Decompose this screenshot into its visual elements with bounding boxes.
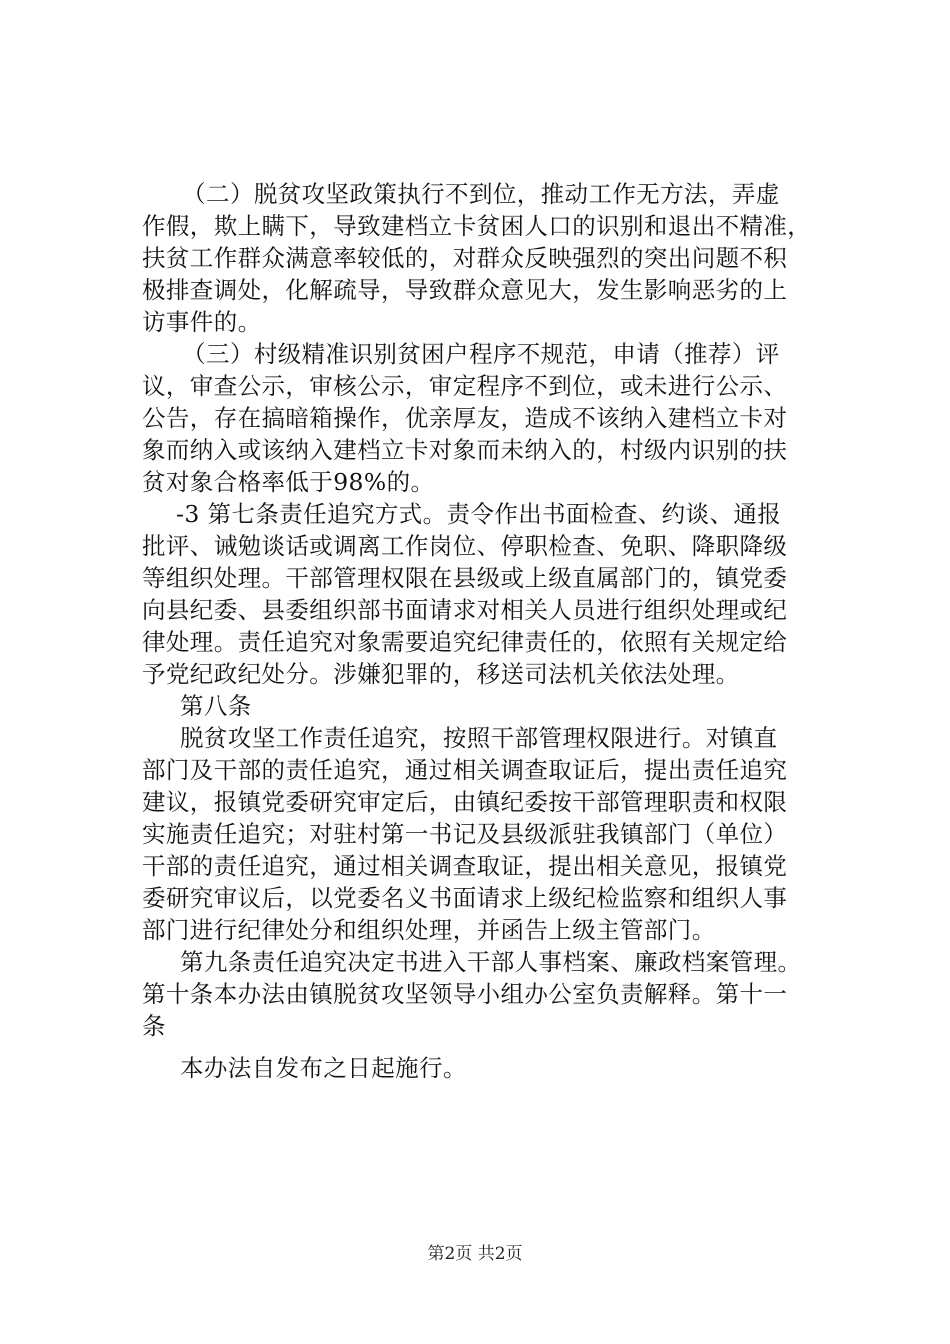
text-line: 建议，报镇党委研究审定后，由镇纪委按干部管理职责和权限 — [142, 788, 788, 816]
text-line: 议，审查公示，审核公示，审定程序不到位，或未进行公示、 — [142, 372, 788, 400]
text-line: 干部的责任追究，通过相关调查取证，提出相关意见，报镇党 — [142, 852, 788, 880]
text-line: 象而纳入或该纳入建档立卡对象而未纳入的，村级内识别的扶 — [142, 436, 788, 464]
text-line: 条 — [142, 1012, 166, 1040]
text-line: 第十条本办法由镇脱贫攻坚领导小组办公室负责解释。第十一 — [142, 980, 788, 1008]
text-line: 部门进行纪律处分和组织处理，并函告上级主管部门。 — [142, 916, 716, 944]
text-line: 公告，存在搞暗箱操作，优亲厚友，造成不该纳入建档立卡对 — [142, 404, 788, 432]
text-line: 律处理。责任追究对象需要追究纪律责任的，依照有关规定给 — [142, 628, 788, 656]
text-line: 等组织处理。干部管理权限在县级或上级直属部门的，镇党委 — [142, 564, 788, 592]
text-line: 脱贫攻坚工作责任追究，按照干部管理权限进行。对镇直 — [180, 724, 778, 752]
text-line: 扶贫工作群众满意率较低的，对群众反映强烈的突出问题不积 — [142, 244, 788, 272]
article-heading: 第八条 — [180, 692, 252, 720]
text-line: 批评、诫勉谈话或调离工作岗位、停职检查、免职、降职降级 — [142, 532, 788, 560]
page-footer: 第2页 共2页 — [427, 1244, 523, 1264]
text-line: -3 第七条责任追究方式。责令作出书面检查、约谈、通报 — [176, 500, 782, 528]
text-line: 予党纪政纪处分。涉嫌犯罪的，移送司法机关依法处理。 — [142, 660, 740, 688]
text-line: 部门及干部的责任追究，通过相关调查取证后，提出责任追究 — [142, 756, 788, 784]
text-line: 访事件的。 — [142, 308, 262, 336]
text-line: 委研究审议后，以党委名义书面请求上级纪检监察和组织人事 — [142, 884, 788, 912]
text-line: 第九条责任追究决定书进入干部人事档案、廉政档案管理。 — [180, 948, 802, 976]
text-line: 作假，欺上瞒下，导致建档立卡贫困人口的识别和退出不精准， — [142, 212, 812, 240]
text-line: 实施责任追究；对驻村第一书记及县级派驻我镇部门（单位） — [142, 820, 788, 848]
text-line: 极排查调处，化解疏导，导致群众意见大，发生影响恶劣的上 — [142, 276, 788, 304]
text-line: 本办法自发布之日起施行。 — [180, 1054, 467, 1082]
text-line: 贫对象合格率低于98%的。 — [142, 468, 435, 496]
text-line: （二）脱贫攻坚政策执行不到位，推动工作无方法，弄虚 — [170, 180, 780, 208]
text-line: 向县纪委、县委组织部书面请求对相关人员进行组织处理或纪 — [142, 596, 788, 624]
text-line: （三）村级精准识别贫困户程序不规范，申请（推荐）评 — [170, 340, 780, 368]
